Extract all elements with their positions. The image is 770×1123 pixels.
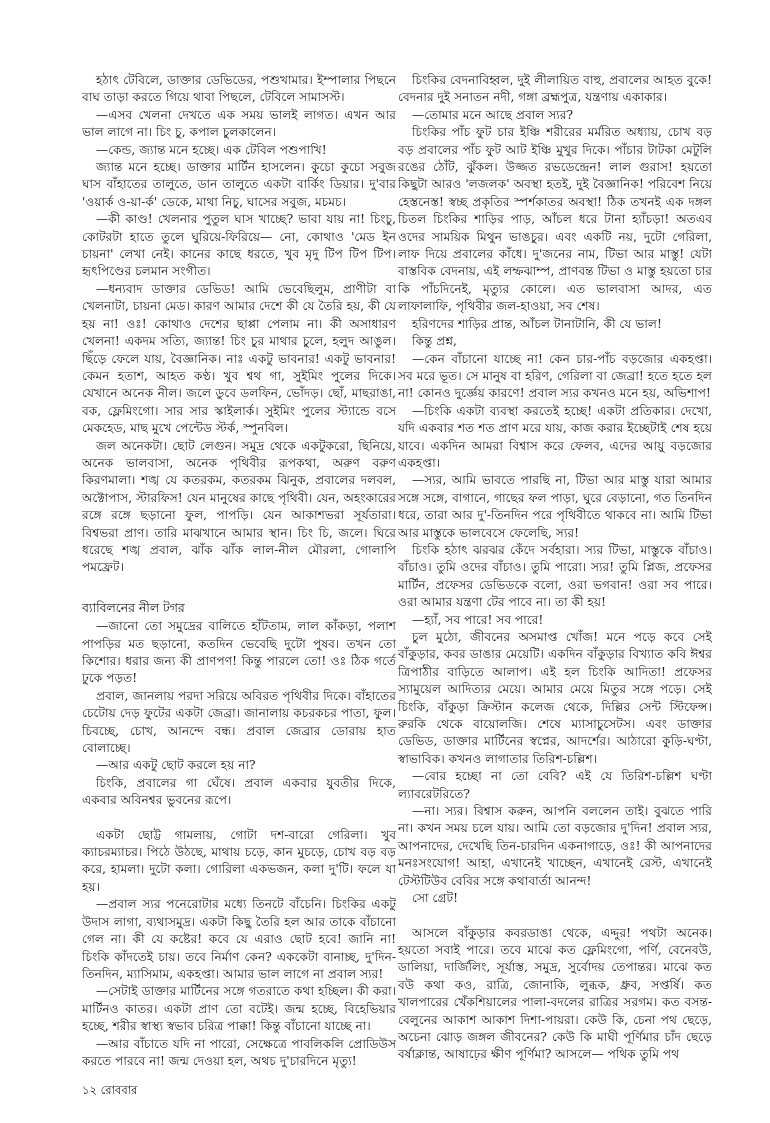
paragraph: —কী কাণ্ড! খেলনার পুতুল ঘাস খাচ্ছে? ভাবা যায় না! চিংচু, কোটরটা হাতে তুলে ঘুরিয়ে-ফিরিয়ে— নো, কোথাও 'মেড ইন চায়না' লেখা নেই। কানের কাছে ধরতে, খুব মৃদু টিপ টিপ টিপ। হৃৎপিণ্ডের চলমান সংগীত। [82,212,396,279]
paragraph: —জানো তো সমুদ্রের বালিতে হাঁটতাম, লাল কাঁকড়া, পলাশ পাপড়ির মত ছড়ানো, কতদিন ভেবেছি দুটো পুষব। তখন তো কিশোর। ধরার জন্য কী প্রাণপণ! কিন্তু পারলে তো! ওঃ ঠিক গর্তে ঢুকে পড়ত! [82,619,396,686]
paragraph: হঠাৎ টেবিলে, ডাক্তার ডেভিডের, পশুখামার। ইম্পালার পিছনে বাঘ তাড়া করতে গিয়ে থাবা পিছলে, টেবিলে সামাসস্ট। [82,73,396,105]
paragraph: চিংকির বেদনাবিহ্বল, দুই লীলায়িত বাহু, প্রবালের আহত বুকে! বেদনার দুই সনাতন নদী, গঙ্গা ব্রহ্মপুত্র, যন্ত্রণায় একাকার। [398,73,712,105]
paragraph: —ধন্যবাদ ডাক্তার ডেভিড! আমি ভেবেছিলুম, প্রাণীটা বা খেলনাটা, চায়না মেড। কারণ আমার দেশে কী যে তৈরি হয়, কী যে হয় না! ওঃ! কোথাও দেশের ছাপ্পা পেলাম না। কী অসাধারণ খেলনা! একদম সত্যি, জ্যান্ত! চিং চুর মাথার চুলে, হলুদ আঙুল। ছিঁড়ে ফেলে যায়, বৈজ্ঞানিক। নাঃ একটু ভাবনার! একটু ভাবনার! কেমন হতাশ, আহত কণ্ঠ। খুব শ্বথ গা, সুইমিং পুলের দিকে। যেখানে অনেক নীল। জলে ডুবে ডলফিন, ভোঁদড়। ছোঁ, মাছরাঙা, বক, ফ্লেমিংগো। সার সার স্কাইলার্ক। সুইমিং পুলের স্ট্যান্ডে বসে মেকহেড, মাছ মুখে পেন্টেড স্টর্ক, স্পুনবিল। [82,281,396,436]
paragraph: হরিণদের শাড়ির প্রান্ত, আঁচল টানাটানি, কী যে ভাল! [412,316,662,331]
paragraph: আসলে বাঁকুড়ার কবরডাঙা থেকে, এদ্দুর! পথটা অনেক। হয়তো সবাই পারে। তবে মাঝে কত ফ্লেমিংগো, পর্ণি, বেনেবউ, ডালিয়া, দার্জিলিং, সূর্যাস্ত, সমুদ্র, সুর্বোদয় তেপান্তর। মাঝে কত বউ কথা কও, রাত্রি, জোনাকি, লুব্ধক, ধ্রুব, সপ্তর্ষি। কত খালপারের খেঁকশিয়ালের পালা-বদলের রাত্রির সরগম। কত বসন্ত-বেলুনের আকাশ আকাশ দিশা-পায়রা। কেউ কি, চেনা পথ ছেড়ে, অচেনা ঝোড় জঙ্গল জীবনের? কেউ কি মাঘী পূর্ণিমার চাঁদ ছেড়ে বর্ষাক্লান্ত, আষাঢ়ের ক্ষীণ পূর্ণিমা? আসলে— পথিক তুমি পথ [398,925,712,1062]
paragraph: —কেন বাঁচানো যাচ্ছে না! কেন চার-পাঁচ বড়জোর একহপ্তা। সব মরে ভূত। সে মানুষ বা হরিণ, গেরিলা বা জেব্রা! হতে হতে হল না! কোনও দুর্জ্ঞেয় কারণে! প্রবাল স্যর কখনও মনে হয়, অভিশাপ! [398,351,712,401]
paragraph: চিংকির পাঁচ ফুট চার ইঞ্চি শরীরের মর্মরিত অধ্যায়, চোখ বড় বড় প্রবালের পাঁচ ফুট আট ইঞ্চি মুখুর দিকে। পাঁচার টাটকা মেটুলি রঙের ঠোঁট, ঝুঁকল। উজ্জত রভডেন্দ্রেন! লাল গুরাস! হয়তো কিছুটা আরও 'লজলক' অবস্থা হতই, দুই বৈজ্ঞানিক! পরিবেশ নিয়ে হেস্তনেস্ত! স্বচ্ছ প্রকৃতির স্পর্শকাতর অবস্থা! ঠিক তখনই এক দঙ্গল চিতল চিংকির শাড়ির পাড়, আঁচল ধরে টানা হ্যাঁচড়া! অতএব ওদের সাময়িক মিথুন ভাঙচুর। এবং একটি নয়, দুটো গেরিলা, লাফ দিয়ে প্রবালের কাঁধে। দু'জনের নাম, টিভা আর মাস্তু! যেটা বাস্তবিক বেদনায়, এই লম্ফঝাম্প, প্রাণবন্ত টিভা ও মাস্তু হয়তো চার কি পাঁচদিনেই, মৃত্যুর কোলে। এত ভালবাসা আদর, এত লাফালাফি, পৃথিবীর জল-হাওয়া, সব শেষ। [398,125,712,314]
section-heading: ব্যাবিলনের নীল টগর [82,599,185,615]
paragraph: জ্যান্ত মনে হচ্ছে। ডাক্তার মার্টিন হাসলেন। কুচো কুচো সবুজ ঘাস বাঁহাতের তালুতে, ডান তালুতে একটা বার্কিং ডিয়ার। দু'বার 'ওয়ার্ক ও-য়া-র্ক' ডেকে, মাথা নিচু, ঘাসের সবুজ, মচমচ। [82,160,396,209]
paragraph: —আর একটু ছোট করলে হয় না? [96,758,256,773]
paragraph: —হ্যাঁ, সব পারে! সব পারে! [412,612,544,627]
paragraph: —সেটাই ডাক্তার মার্টিনের সঙ্গে গতরাতে কথা হচ্ছিল। কী করা। মার্টিনও কাতর। একটা প্রাণ তো বটেই। জন্ম হচ্ছে, বিহেভিয়ার হচ্ছে, শরীর স্বাস্থ্য স্বভাব চরিত্র পাক্কা! কিন্তু বাঁচানো যাচ্ছে না। [82,984,396,1034]
paragraph: জল অনেকটা। ছোট লেগুন। সমুদ্র থেকে একটুকরো, ছিনিয়ে, অনেক ভালবাসা, অনেক পৃথিবীর রূপকথা, অরুণ বরুণ কিরণমালা। শঙ্খ যে কতরকম, কতরকম ঝিনুক, প্রবালের দলবল, অক্টোপাস, স্টারফিস! যেন মানুষের কাছে পৃথিবী। যেন, অহংকারের রঙ্গে রঙ্গে ছড়ানো ফুল, পাপড়ি। যেন আকাশভরা সূর্যতারা। বিশ্বভরা প্রাণ। তারি মাঝখানে আমার স্থান। চিং চি, জলে। ঘিরে ধরেছে শঙ্খ প্রবাল, ঝাঁক ঝাঁক লাল-নীল মৌরলা, গোলাপি পমফ্রেট। [82,438,396,575]
paragraph: —স্যর, আমি ভাবতে পারছি না, টিভা আর মাস্তু যারা আমার সঙ্গে সঙ্গে, বাগানে, গাছের ফল পাড়া, ঘুরে বেড়ানো, গত তিনদিন ধরে, তারা আর দু'-তিনদিন পরে পৃথিবীতে থাকবে না। আমি টিভা আর মাস্তুকে ভালবেসে ফেলেছি, স্যর! [398,473,712,540]
paragraph: —তোমার মনে আছে প্রবাল স্যর? [412,107,574,122]
paragraph: —কেন্ড, জ্যান্ত মনে হচ্ছে। এক টেবিল পশুপাখি! [96,142,327,157]
paragraph: কিন্তু প্রশ্ন, [412,334,457,349]
paragraph: —না। স্যর। বিশ্বাস করুন, আপনি বললেন তাই। বুঝতে পারি না। কখন সময় চলে যায়। আমি তো বড়জোর দু'দিন! প্রবাল স্যর, আপনাদের, দেখেছি তিন-চারদিন একনাগাড়ে, ওঃ! কী আপনাদের মনঃসংযোগ! আহা, এখানেই খাচ্ছেন, এখানেই রেস্ট, এখানেই টেস্টটিউব বেবির সঙ্গে কথাবার্তা আনন্দ! [398,804,712,888]
paragraph: —বোর হচ্ছো না তো বেবি? এই যে তিরিশ-চল্লিশ ঘণ্টা ল্যাবরেটরিতে? [398,769,712,801]
paragraph: সো গ্রেট! [412,891,459,906]
paragraph: —প্রবাল স্যর পনেরোটার মধ্যে তিনটে বাঁচেনি। চিংকির একটু উদাস লাগা, ব্যথাসমুদ্র। একটা কিছু তৈরি হল আর তাকে বাঁচানো গেল না। কী যে কষ্টের! কবে যে এরাও ছোট হবে! জানি না! চিংকি কাঁদতেই চায়। তবে নির্মাণ কেন? এককেটা বানাচ্ছ, দু'দিন-তিনদিন, ম্যাসিমাম, একহপ্তা। আমার ভাল লাগে না প্রবাল স্যর! [82,897,396,981]
paragraph: চুল মুঠো, জীবনের অসমাপ্ত খোঁজ! মনে পড়ে কবে সেই বাঁকুড়ার, কবর ডাঙার মেয়েটি। একদিন বাঁকুড়ার বিখ্যাত কবি ঈশ্বর ত্রিপাঠীর বাড়িতে আলাপ। এই হল চিংকি আদিতা! প্রফেসর স্যামুয়েল আদিত্যর মেয়ে। আমার মেয়ে মিতুর সঙ্গে পড়ে। সেই চিংকি, বাঁকুড়া ক্রিস্টান কলেজ থেকে, দিল্লির সেন্ট স্টিফেন্স। রুরকি থেকে বায়োলজি। শেষে ম্যাসাচুসেটস। এবং ডাক্তার ডেভিড, ডাক্তার মার্টিনের স্বপ্নের, আদর্শের। আঠারো কুড়ি-ঘণ্টা, স্বাভাবিক। কখনও লাগাতার তিরিশ-চল্লিশ। [398,630,712,766]
page-footer: ১২ রোববার [82,1083,138,1097]
paragraph: —আর বাঁচাতে যদি না পারো, সেক্ষেত্রে পাবলিকলি প্রোডিউস করতে পারবে না! জন্ম দেওয়া হল, অথচ দু'চারদিনে মৃত্যু! [82,1036,396,1068]
left-column [82,72,396,1070]
paragraph: —এসব খেলনা দেখতে এক সময় ভালই লাগত। এখন আর ভাল লাগে না। চিং চু, কপাল চুলকালেন। [82,107,396,140]
paragraph: একটা ছোট্ট গামলায়, গোটা দশ-বারো গেরিলা। খুব ক্যাচরম্যাচর। পিঠে উঠছে, মাথায় চড়ে, কান মুচড়ে, চোখ বড় বড় করে, হামলা। দুটো কলা। গোরিলা একভজন, কলা দু'টি। ফলে যা হয়। [82,827,396,894]
paragraph: —চিংকি একটা ব্যবস্থা করতেই হচ্ছে! একটা প্রতিকার। দেখো, যদি একবার শত শত প্রাণ মরে যায়, কাজ করার ইচ্ছেটাই শেষ হয়ে যাবে। একদিন আমরা বিশ্বাস করে ফেলব, এদের আয়ু বড়জোর একহপ্তা। [398,403,712,470]
paragraph: প্রবাল, জানলায় পরদা সরিয়ে অবিরত পৃথিবীর দিকে। বাঁহাতের চেটোয় দেড় ফুটের একটা জেব্রা। জানালায় কচরকচর পাতা, ফুল। চিবচ্ছে, চোখ, আনন্দে বন্ধ। প্রবাল জেব্রার ডোরায় হাত বোলাচ্ছে। [82,688,396,756]
paragraph: চিংকি হঠাৎ ঝরঝর কেঁদে সর্বহারা। স্যর টিভা, মাস্তুকে বাঁচাও। বাঁচাও। তুমি ওদের বাঁচাও। তুমি পারো। স্যর! তুমি প্লিজ, প্রফেসর মার্টিন, প্রফেসর ডেভিডকে বলো, ওরা ভগবান! ওরা সব পারে। ওরা আমার যন্ত্রণা টের পাবে না। তা কী হয়! [398,542,712,610]
paragraph: চিংকি, প্রবালের গা ঘেঁষে। প্রবাল একবার যুবতীর দিকে, একবার অবিনশ্বর ভুবনের রূপে। [82,775,396,808]
right-column [398,72,712,1064]
